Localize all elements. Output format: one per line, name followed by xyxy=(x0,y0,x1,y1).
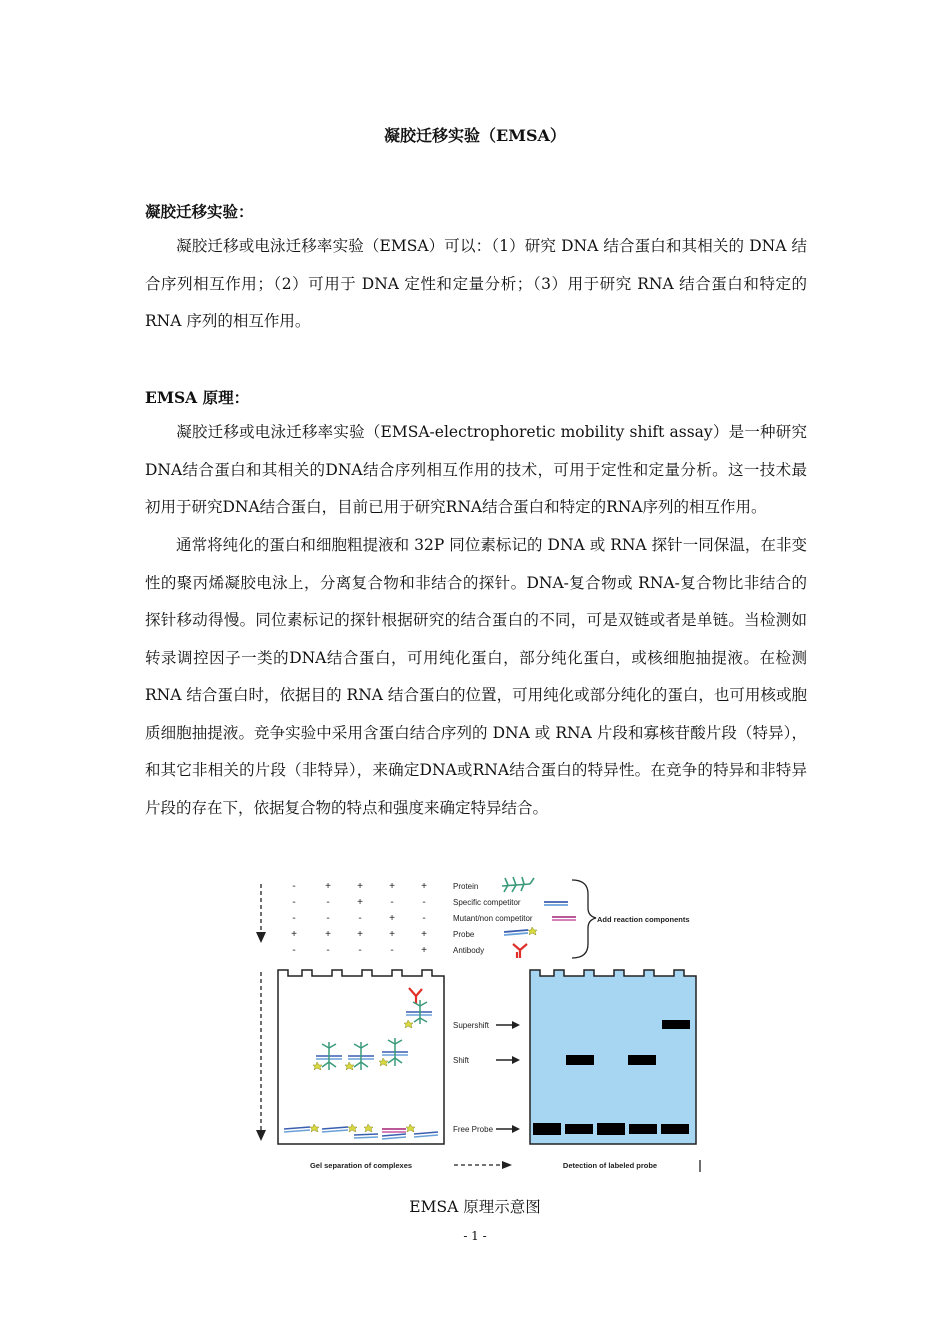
arrowhead-icon xyxy=(512,1056,520,1064)
document-title: 凝胶迁移实验（EMSA） xyxy=(384,126,566,145)
section-heading-principle: EMSA 原理： xyxy=(145,388,250,407)
legend-mutant-competitor: Mutant/non competitor xyxy=(453,914,533,923)
lane-sign: - xyxy=(326,897,330,908)
band-shift xyxy=(628,1055,656,1065)
section-paragraph-principle-2 xyxy=(145,527,807,827)
arrowhead-icon xyxy=(256,1130,266,1141)
label-shift: Shift xyxy=(453,1056,470,1065)
lane-sign: - xyxy=(326,945,330,956)
lane-sign: - xyxy=(292,881,296,892)
band-free-probe xyxy=(629,1124,657,1134)
arrowhead-icon xyxy=(502,1161,512,1169)
lane-sign: + xyxy=(421,881,427,892)
lane-sign: - xyxy=(358,945,362,956)
legend-protein: Protein xyxy=(453,882,479,891)
mutant-competitor-icon xyxy=(552,917,576,920)
legend-antibody: Antibody xyxy=(453,946,485,955)
legend xyxy=(453,882,533,955)
arrowhead-icon xyxy=(512,1125,520,1133)
paragraph-text: 通常将纯化的蛋白和细胞粗提液和 32P 同位素标记的 DNA 或 RNA 探针一同保温，在非变性的聚丙烯凝胶电泳上，分离复合物和非结合的探针。DNA-复合物或 RNA-复合物比非结合的探针移动得慢。同位素标记的探针根据研究的结合蛋白的不同，可是双链或者是单链。当检测如转录调控因子一类的DNA结合蛋白，可用纯化蛋白，部分纯化蛋白，或核细胞抽提液。在检测 RNA 结合蛋白时，依据目的 RNA 结合蛋白的位置，可用纯化或部分纯化的蛋白，也可用核或胞质细胞抽提液。竞争实验中采用含蛋白结合序列的 DNA 或 RNA 片段和寡核苷酸片段（特异），和其它非相关的片段（非特异），来确定DNA或RNA结合蛋白的特异性。在竞争的特异和非特异片段的存在下，依据复合物的特点和强度来确定特异结合。 xyxy=(145,536,807,817)
lane-sign: + xyxy=(421,945,427,956)
paragraph-text: 凝胶迁移或电泳迁移率实验（EMSA）可以：（1）研究 DNA 结合蛋白和其相关的 DNA 结合序列相互作用；（2）可用于 DNA 定性和定量分析；（3）用于研究 RNA 结合蛋白和特定的 RNA 序列的相互作用。 xyxy=(145,237,807,330)
gel-left-caption: Gel separation of complexes xyxy=(309,1161,413,1170)
label-free-probe: Free Probe xyxy=(453,1125,494,1134)
lane-sign: - xyxy=(422,897,426,908)
lane-sign: - xyxy=(390,897,394,908)
lane-sign: + xyxy=(389,913,395,924)
lane-sign: + xyxy=(291,929,297,940)
lane-sign: + xyxy=(357,881,363,892)
lane-sign: - xyxy=(358,913,362,924)
bracket-icon xyxy=(572,880,596,958)
band-free-probe xyxy=(661,1124,689,1134)
emsa-diagram xyxy=(250,872,710,1178)
lane-sign: - xyxy=(292,913,296,924)
band-free-probe xyxy=(565,1124,593,1134)
lane-sign: + xyxy=(357,897,363,908)
lane-sign: + xyxy=(325,881,331,892)
section-heading-gel-shift: 凝胶迁移实验： xyxy=(145,202,254,221)
legend-probe: Probe xyxy=(453,930,475,939)
lane-sign: - xyxy=(292,897,296,908)
gel-right-outline xyxy=(530,970,696,1144)
lane-sign-grid xyxy=(291,881,427,956)
lane-sign: + xyxy=(325,929,331,940)
lane-sign: - xyxy=(422,913,426,924)
protein-icon xyxy=(502,877,534,892)
lane-sign: - xyxy=(390,945,394,956)
section-paragraph-intro xyxy=(145,228,807,341)
antibody-icon xyxy=(513,944,527,958)
lane-sign: + xyxy=(421,929,427,940)
gel-right-caption: Detection of labeled probe xyxy=(562,1161,658,1170)
arrowhead-icon xyxy=(512,1021,520,1029)
band-shift xyxy=(566,1055,594,1065)
paragraph-text: 凝胶迁移或电泳迁移率实验（EMSA-electrophoretic mobility shift assay）是一种研究DNA结合蛋白和其相关的DNA结合序列相互作用的技术，可用于定性和定量分析。这一技术最初用于研究DNA结合蛋白，目前已用于研究RNA结合蛋白和特定的RNA序列的相互作用。 xyxy=(145,423,807,516)
lane-sign: + xyxy=(357,929,363,940)
specific-competitor-icon xyxy=(544,902,568,905)
lane-sign: - xyxy=(292,945,296,956)
page-number: - 1 - xyxy=(463,1229,487,1243)
lane-sign: + xyxy=(389,881,395,892)
band-free-probe xyxy=(533,1123,561,1135)
bracket-label: Add reaction components xyxy=(597,915,690,924)
lane-sign: + xyxy=(389,929,395,940)
lane-sign: - xyxy=(326,913,330,924)
probe-icon xyxy=(504,927,537,935)
band-free-probe xyxy=(597,1123,625,1135)
legend-specific-competitor: Specific competitor xyxy=(453,898,521,907)
band-supershift xyxy=(662,1020,690,1029)
arrowhead-icon xyxy=(256,932,266,943)
figure-caption: EMSA 原理示意图 xyxy=(409,1198,541,1216)
section-paragraph-principle-1 xyxy=(145,414,807,527)
label-supershift: Supershift xyxy=(453,1021,490,1030)
